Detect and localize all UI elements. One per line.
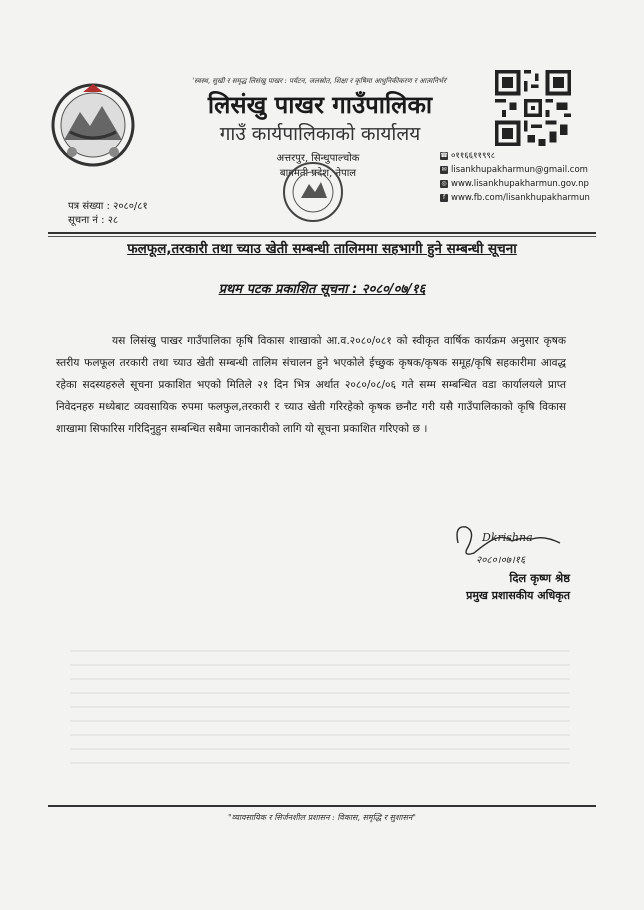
office-motto: 'स्वस्थ, सुखी र समृद्ध लिसंखु पाखर : पर्यटन, जलस्रोत, शिक्षा र कृषिमा आधुनिकीकरण र आत्मनिर्भर' — [192, 77, 448, 85]
letter-number: पत्र संख्या : २०८०/८१ — [68, 201, 148, 212]
phone-icon: ☎ — [440, 151, 448, 159]
facebook-icon: f — [440, 194, 448, 202]
handwritten-signature — [452, 513, 572, 569]
nepal-emblem-icon — [50, 82, 136, 168]
email-icon: ✉ — [441, 165, 447, 173]
qr-code-icon — [495, 70, 571, 146]
notice-body: यस लिसंखु पाखर गाउँपालिका कृषि विकास शाखाको आ.व.२०८०/०८१ को स्वीकृत वार्षिक कार्यक्रम अनुसार कृषक स्तरीय फलफूल तरकारी तथा च्याउ खेती सम्बन्धी तालिम संचालन हुने भएकोले ईच्छुक कृषक/कृषक समूह/कृषि सहकारीमा आवद्ध रहेका सदस्यहरुले सूचना प्रकाशित भएको मितिले २१ दिन भित्र अर्थात २०८०/०८/०६ गते सम्म सम्बन्धित वडा कार्यालयले प्राप्त निवेदनहरु मध्येबाट व्यवसायिक रुपमा फलफुल,तरकारी र च्याउ खेती गरिरहेको कृषक छनौट गरी यसै गाउँपालिकाको कृषि विकास शाखामा सिफारिस गरिदिनुहुन सम्बन्धित सबैमा जानकारीको लागि यो सूचना प्रकाशित गरिएको छ । — [56, 335, 566, 435]
notice-subject: फलफूल,तरकारी तथा च्याउ खेती सम्बन्धी तालिममा सहभागी हुने सम्बन्धी सूचना — [127, 241, 517, 257]
signer-name: दिल कृष्ण श्रेष्ठ — [509, 571, 570, 585]
page-bleedthrough — [70, 650, 570, 770]
contact-facebook: f www.fb.com/lisankhupakharmun — [440, 191, 640, 205]
address-line-2: बागमती प्रदेश, नेपाल — [279, 168, 357, 179]
signer-title: प्रमुख प्रशासकीय अधिकृत — [466, 589, 570, 602]
header-divider — [48, 232, 596, 234]
notice-number: सूचना नं : २८ — [68, 215, 119, 226]
contact-block — [440, 149, 640, 205]
globe-icon: ◎ — [441, 179, 447, 187]
office-stamp-icon — [281, 160, 345, 224]
footer-slogan: "व्यावसायिक र सिर्जनशील प्रशासन : विकास, समृद्धि र सुशासन" — [228, 813, 416, 822]
footer-divider — [48, 805, 596, 807]
office-name: लिसंखु पाखर गाउँपालिका — [207, 91, 433, 119]
address-line-1: अत्तरपुर, सिन्धुपाल्चोक — [276, 153, 360, 164]
office-subtitle: गाउँ कार्यपालिकाको कार्यालय — [219, 123, 421, 145]
contact-website: ◎ www.lisankhupakharmun.gov.np — [441, 179, 589, 189]
header-divider-thin — [48, 236, 596, 237]
svg-text:Dkrishna: Dkrishna — [482, 531, 533, 544]
first-publication-date: प्रथम पटक प्रकाशित सूचना : २०८०/०७/१६ — [218, 282, 426, 297]
contact-email: ✉ lisankhupakharmun@gmail.com — [441, 165, 588, 175]
contact-phone: ☎ ०११६६११९९८ — [440, 151, 496, 161]
svg-text:२०८०।०७।१६: २०८०।०७।१६ — [476, 555, 526, 566]
